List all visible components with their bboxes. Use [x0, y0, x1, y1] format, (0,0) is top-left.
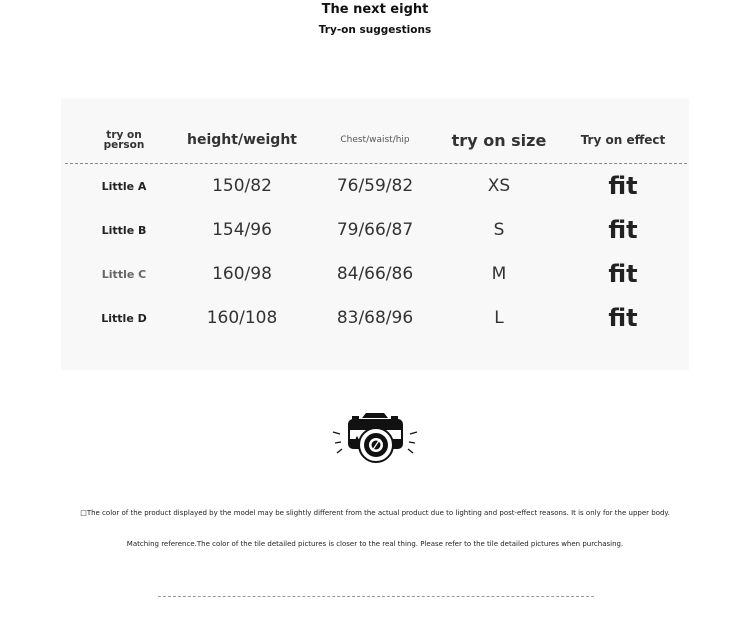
height-weight-value: 150/82 [212, 176, 272, 196]
header-divider [65, 163, 687, 164]
effect-value: fit [608, 260, 638, 288]
table-row [61, 256, 689, 292]
camera-icon [330, 410, 420, 468]
height-weight-value: 154/96 [212, 220, 272, 240]
effect-value: fit [608, 216, 638, 244]
header-size: try on size [451, 130, 547, 150]
measurements-value: 76/59/82 [336, 176, 414, 196]
effect-value: fit [608, 172, 638, 200]
measurements-value: 83/68/96 [336, 308, 414, 328]
size-value: XS [487, 176, 511, 196]
size-value: S [493, 220, 505, 240]
disclaimer-line-1: □The color of the product displayed by the model may be slightly different from the actual product due to lighting and post-effect reasons. It is only for the upper body. [80, 509, 670, 517]
header-height-weight: height/weight [187, 132, 297, 148]
height-weight-value: 160/98 [212, 264, 272, 284]
size-table [61, 98, 689, 370]
disclaimer-line-2: Matching reference.The color of the tile detailed pictures is closer to the real thing. Please refer to the tile detailed pictures when purchasing. [126, 540, 624, 548]
person-name: Little B [101, 223, 147, 237]
table-row [61, 300, 689, 336]
measurements-value: 84/66/86 [336, 264, 414, 284]
header-person: try on person [103, 129, 145, 151]
person-name: Little C [101, 267, 147, 281]
table-row [61, 212, 689, 248]
bottom-divider [158, 596, 594, 597]
header-effect: Try on effect [580, 133, 666, 147]
person-name: Little D [101, 311, 147, 325]
page-subtitle: Try-on suggestions [318, 24, 432, 36]
table-header-row [61, 122, 689, 158]
page-title: The next eight [321, 2, 429, 17]
height-weight-value: 160/108 [206, 308, 278, 328]
person-name: Little A [101, 179, 147, 193]
table-row [61, 168, 689, 204]
size-value: M [491, 264, 507, 284]
measurements-value: 79/66/87 [336, 220, 414, 240]
size-value: L [494, 308, 504, 328]
header-chest-waist-hip: Chest/waist/hip [340, 135, 410, 145]
effect-value: fit [608, 304, 638, 332]
